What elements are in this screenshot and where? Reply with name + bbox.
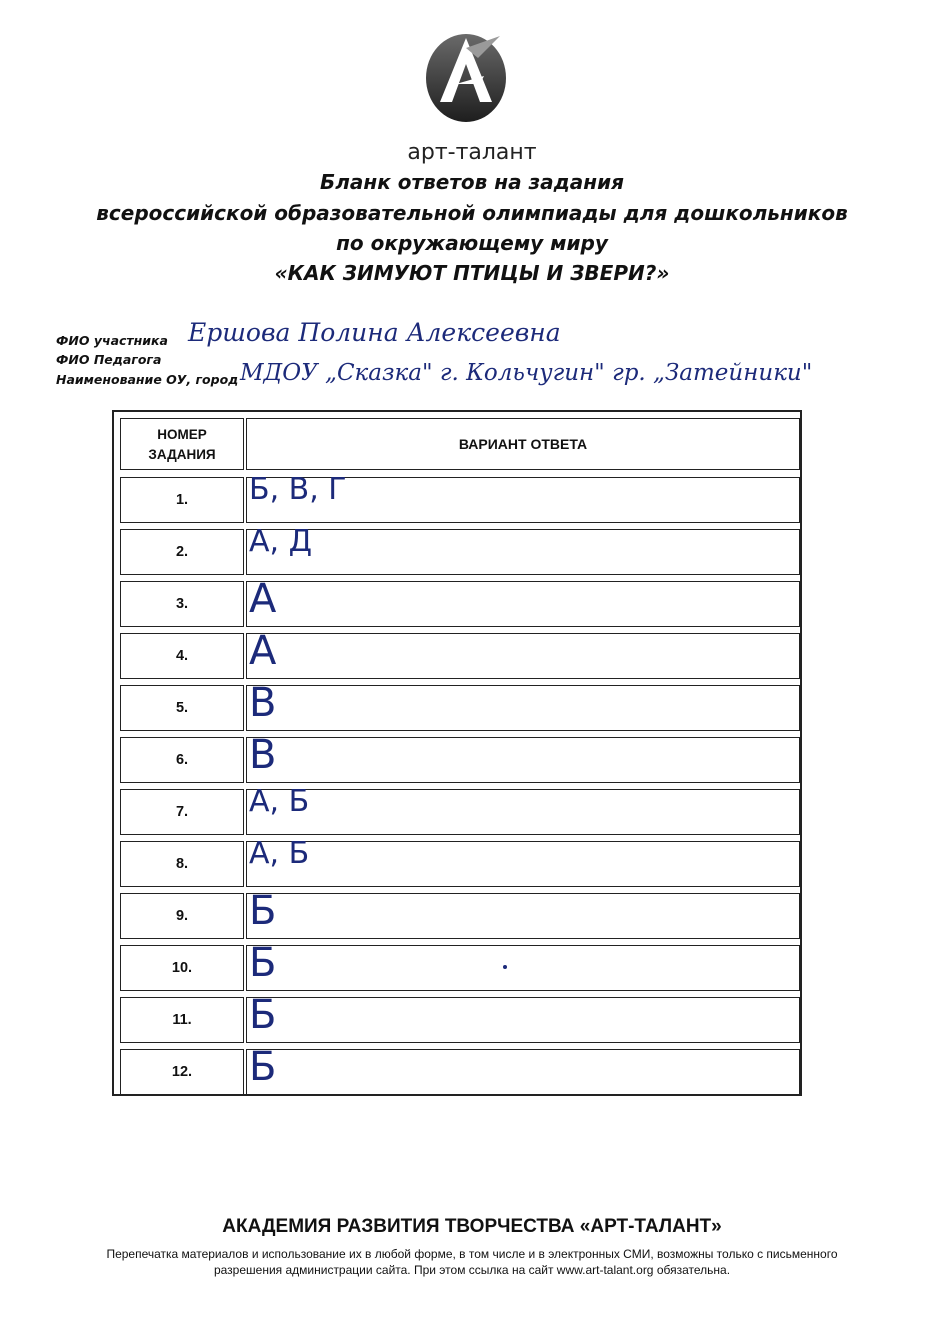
answer-cell[interactable] <box>246 524 800 575</box>
task-number: 5. <box>175 700 189 716</box>
header-number-cell <box>120 418 244 470</box>
task-number: 2. <box>175 544 189 560</box>
answer-value: Б <box>249 888 277 934</box>
header-number-line-2: ЗАДАНИЯ <box>148 447 216 462</box>
task-number-cell <box>120 581 244 627</box>
answer-value: Б <box>249 1044 277 1090</box>
school-value[interactable]: МДОУ „Сказка" г. Кольчугин" гр. „Затейники" <box>240 360 813 386</box>
title-line-3: по окружающему миру <box>336 231 608 255</box>
task-number: 8. <box>175 856 189 872</box>
answer-value: А <box>249 576 277 622</box>
task-number-cell <box>120 893 244 939</box>
task-number-cell <box>120 529 244 575</box>
answer-value: Б <box>249 992 277 1038</box>
teacher-label: ФИО Педагога <box>56 352 162 367</box>
answer-cell[interactable] <box>246 992 800 1043</box>
task-number: 4. <box>175 648 189 664</box>
header-number-line-1: НОМЕР <box>157 427 207 442</box>
task-number-cell <box>120 1049 244 1095</box>
footer-text: Перепечатка материалов и использование их в любой форме, в том числе и в электронных СМИ, возможны только с письменного разрешения администрации сайта. При этом ссылка на сайт www.art-talant.org обязательна. <box>106 1247 838 1277</box>
answer-cell[interactable] <box>246 628 800 679</box>
task-number: 7. <box>175 804 189 820</box>
footer-title: АКАДЕМИЯ РАЗВИТИЯ ТВОРЧЕСТВА «АРТ-ТАЛАНТ» <box>222 1216 722 1237</box>
answer-cell[interactable] <box>246 836 800 887</box>
answer-value: А <box>249 628 277 674</box>
task-number-cell <box>120 789 244 835</box>
task-number-cell <box>120 997 244 1043</box>
task-number-cell <box>120 685 244 731</box>
answer-table <box>112 410 802 1096</box>
answer-value: Б, В, Г <box>249 472 347 507</box>
task-number-cell <box>120 477 244 523</box>
answer-cell[interactable] <box>246 888 800 939</box>
answer-cell[interactable] <box>246 940 800 991</box>
answer-value: Б <box>249 940 277 986</box>
task-number: 11. <box>172 1012 192 1028</box>
answer-cell[interactable] <box>246 1044 800 1095</box>
answer-cell[interactable] <box>246 576 800 627</box>
ink-mark <box>503 965 507 969</box>
task-number-cell <box>120 841 244 887</box>
answer-value: А, Б <box>249 784 310 819</box>
answer-cell[interactable] <box>246 680 800 731</box>
answer-value: В <box>249 680 277 726</box>
task-number: 9. <box>175 908 189 924</box>
task-number: 3. <box>175 596 189 612</box>
task-number-cell <box>120 633 244 679</box>
task-number-cell <box>120 737 244 783</box>
answer-cell[interactable] <box>246 472 800 523</box>
task-number-cell <box>120 945 244 991</box>
task-number: 12. <box>171 1064 193 1080</box>
task-number: 1. <box>175 492 189 508</box>
participant-label: ФИО участника <box>56 333 168 348</box>
answer-value: А, Д <box>249 524 313 559</box>
answer-value: А, Б <box>249 836 310 871</box>
title-line-2: всероссийской образовательной олимпиады для дошкольников <box>96 201 848 225</box>
school-label: Наименование ОУ, город <box>56 372 239 387</box>
participant-value[interactable]: Ершова Полина Алексеевна <box>188 318 561 347</box>
answer-value: В <box>249 732 277 778</box>
answer-cell[interactable] <box>246 784 800 835</box>
header-answer-label: ВАРИАНТ ОТВЕТА <box>458 436 588 452</box>
task-number: 10. <box>171 960 193 976</box>
answer-cell[interactable] <box>246 732 800 783</box>
title-line-4: «КАК ЗИМУЮТ ПТИЦЫ И ЗВЕРИ?» <box>274 261 670 285</box>
art-talant-logo <box>418 18 514 138</box>
task-number: 6. <box>175 752 189 768</box>
brand-name: арт-талант <box>407 140 537 165</box>
title-line-1: Бланк ответов на задания <box>320 170 624 194</box>
header-answer-cell <box>246 418 800 470</box>
